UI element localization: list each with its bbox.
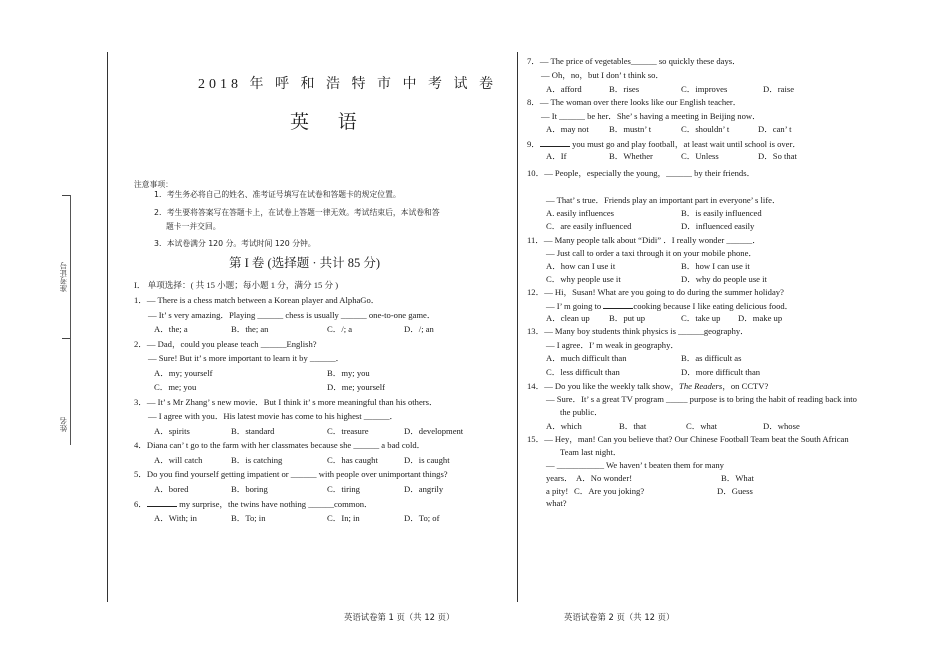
- question-stem: [527, 380, 768, 393]
- option-a: A．the; a: [154, 324, 188, 334]
- exam-title: 2018 年 呼 和 浩 特 市 中 考 试 卷: [198, 77, 497, 92]
- question-stem: 7．— The price of vegetables______ so quickly these days．: [527, 56, 741, 66]
- option-b: B．is easily influenced: [681, 208, 762, 218]
- answer-blank: [540, 137, 570, 147]
- option-a: A．afford: [546, 84, 582, 94]
- option-a: A．may not: [546, 124, 589, 134]
- option-a: A．clean up: [546, 313, 590, 323]
- notice-heading: 注意事项：: [134, 180, 173, 189]
- option-a: A．much difficult than: [546, 353, 627, 363]
- question-stem: 13．— Many boy students think physics is ______geography．: [527, 326, 749, 336]
- option-c: C．has caught: [327, 455, 378, 465]
- question-stem: 1．— There is a chess match between a Korean player and AlphaGo．: [134, 295, 380, 305]
- question-stem: 3．— It’ s Mr Zhang’ s new movie．But I think it’ s more meaningful than his others．: [134, 397, 438, 407]
- binding-line-left: [70, 195, 71, 445]
- notice-item: 3．本试卷满分 120 分。考试时间 120 分钟。: [154, 239, 316, 248]
- option-b: B．mustn’ t: [609, 124, 652, 134]
- binding-tick-bottom: [62, 338, 70, 339]
- page-separator-center: [517, 52, 518, 602]
- option-c: C．take up: [681, 313, 721, 323]
- option-b-cont: a pity!: [546, 486, 569, 496]
- option-d: D．development: [404, 426, 464, 436]
- option-d: D．me; yourself: [327, 382, 385, 392]
- option-d: D．why do people use it: [681, 274, 767, 284]
- option-d: D．So that: [758, 151, 797, 161]
- option-d: D．more difficult than: [681, 367, 761, 377]
- question-stem: the public．: [560, 407, 603, 417]
- option-c: C．me; you: [154, 382, 197, 392]
- page-footer-1: 英语试卷第 1 页（共 12 页）: [344, 612, 455, 622]
- option-d: D．Guess: [717, 486, 753, 496]
- option-b: B．rises: [609, 84, 640, 94]
- option-c: C．improves: [681, 84, 728, 94]
- subject-title: 英 语: [290, 112, 369, 133]
- option-d: D．To; of: [404, 513, 440, 523]
- question-stem: 10．— People，especially the young，______ by their friends．: [527, 168, 756, 178]
- question-stem: [134, 497, 373, 511]
- option-b: B．is catching: [231, 455, 283, 465]
- option-a: A．No wonder!: [576, 473, 633, 483]
- part-heading: I． 单项选择：( 共 15 小题；每小题 1 分，满分 15 分 ): [134, 280, 339, 290]
- option-b: B．To; in: [231, 513, 266, 523]
- option-a: A．bored: [154, 484, 189, 494]
- question-stem: — Sure! But it’ s more important to learn it by ______．: [148, 353, 345, 363]
- option-a: A. easily influences: [546, 208, 615, 218]
- question-stem: — It ______ be her．She’ s having a meeting in Beijing now．: [541, 111, 761, 121]
- option-c: C．In; in: [327, 513, 360, 523]
- option-c: C．are easily influenced: [546, 221, 632, 231]
- option-d-cont: what?: [546, 498, 567, 508]
- option-b: B．how I can use it: [681, 261, 750, 271]
- option-a: A．will catch: [154, 455, 203, 465]
- option-d: D．influenced easily: [681, 221, 755, 231]
- option-c: C．shouldn’ t: [681, 124, 730, 134]
- option-b: B．put up: [609, 313, 646, 323]
- option-a: A．how can I use it: [546, 261, 616, 271]
- notice-item: 1．考生务必将自己的姓名、准考证号填写在试卷和答题卡的规定位置。: [154, 190, 401, 199]
- question-number: 6．: [134, 499, 147, 509]
- option-d: D．/; an: [404, 324, 434, 334]
- question-stem: Team last night．: [560, 447, 622, 457]
- question-stem: 8．— The woman over there looks like our English teacher．: [527, 97, 742, 107]
- option-a: A．With; in: [154, 513, 197, 523]
- section-title: 第 I 卷 (选择题 · 共计 85 分): [229, 256, 381, 270]
- question-text: ，on CCTV?: [722, 381, 769, 391]
- option-b: B．that: [619, 421, 647, 431]
- question-stem: 15．— Hey，man! Can you believe that? Our Chinese Football Team beat the South African: [527, 434, 849, 444]
- question-stem: — Sure．It’ s a great TV program _____ purpose is to bring the habit of reading back into: [546, 394, 857, 404]
- question-stem: — Oh，no，but I don’ t think so．: [541, 70, 665, 80]
- question-number: 9．: [527, 139, 540, 149]
- question-text: — I’ m going to: [546, 301, 604, 311]
- option-d: D．angrily: [404, 484, 444, 494]
- option-c: C．/; a: [327, 324, 353, 334]
- binding-tick-top: [62, 195, 70, 196]
- answer-blank: [603, 299, 633, 309]
- option-a: A．spirits: [154, 426, 190, 436]
- option-b: B．boring: [231, 484, 268, 494]
- question-stem: — Just call to order a taxi through it on your mobile phone．: [546, 248, 757, 258]
- question-text: you must go and play football，at least wait until school is over．: [572, 139, 801, 149]
- page-separator-left: [107, 52, 108, 602]
- question-stem: — It’ s very amazing．Playing ______ chess is usually ______ one-to-one game．: [148, 310, 436, 320]
- option-c: C．what: [686, 421, 718, 431]
- option-b: B．as difficult as: [681, 353, 742, 363]
- option-b: B．standard: [231, 426, 275, 436]
- question-stem: — I agree．I’ m weak in geography．: [546, 340, 679, 350]
- question-stem: 4．Diana can’ t go to the farm with her classmates because she ______ a bad cold．: [134, 440, 426, 450]
- option-b: B．Whether: [609, 151, 653, 161]
- exam-number-label: 准考证号: [59, 262, 68, 292]
- question-stem: years．: [546, 473, 573, 483]
- notice-item: 2．考生要将答案写在答题卡上，在试卷上答题一律无效。考试结束后，本试卷和答: [154, 208, 440, 217]
- name-label: 姓名: [59, 417, 68, 432]
- option-c: C．tiring: [327, 484, 360, 494]
- question-stem: 12．— Hi，Susan! What are you going to do during the summer holiday?: [527, 287, 784, 297]
- option-c: C．treasure: [327, 426, 369, 436]
- notice-item: 题卡一并交回。: [166, 222, 221, 231]
- question-stem: — That’ s true．Friends play an important part in everyone’ s life．: [546, 195, 781, 205]
- question-stem: 2．— Dad，could you please teach ______English?: [134, 339, 317, 349]
- question-stem: — I agree with you．His latest movie has come to his highest ______．: [148, 411, 399, 421]
- page-footer-2: 英语试卷第 2 页（共 12 页）: [564, 612, 675, 622]
- option-d: D．raise: [763, 84, 795, 94]
- option-b: B．What: [721, 473, 754, 483]
- option-c: C．Are you joking?: [574, 486, 645, 496]
- option-c: C．why people use it: [546, 274, 621, 284]
- option-c: C．less difficult than: [546, 367, 620, 377]
- question-text: cooking because I like eating delicious food．: [633, 301, 794, 311]
- option-a: A．my; yourself: [154, 368, 213, 378]
- option-c: C．Unless: [681, 151, 719, 161]
- question-text: my surprise，the twins have nothing ______common．: [179, 499, 373, 509]
- question-text: 14．— Do you like the weekly talk show，: [527, 381, 680, 391]
- option-d: D．whose: [763, 421, 800, 431]
- question-stem: — ___________ We haven’ t beaten them for many: [546, 460, 724, 470]
- option-d: D．is caught: [404, 455, 450, 465]
- option-b: B．my; you: [327, 368, 370, 378]
- option-a: A．If: [546, 151, 567, 161]
- option-d: D．can’ t: [758, 124, 792, 134]
- question-stem: 5．Do you find yourself getting impatient or ______ with people over unimportant things?: [134, 469, 448, 479]
- answer-blank: [147, 497, 177, 507]
- question-stem: 11．— Many people talk about “Didi” ．I really wonder ______．: [527, 235, 761, 245]
- option-d: D．make up: [738, 313, 783, 323]
- option-b: B．the; an: [231, 324, 269, 334]
- option-a: A．which: [546, 421, 582, 431]
- show-title: The Readers: [679, 381, 723, 391]
